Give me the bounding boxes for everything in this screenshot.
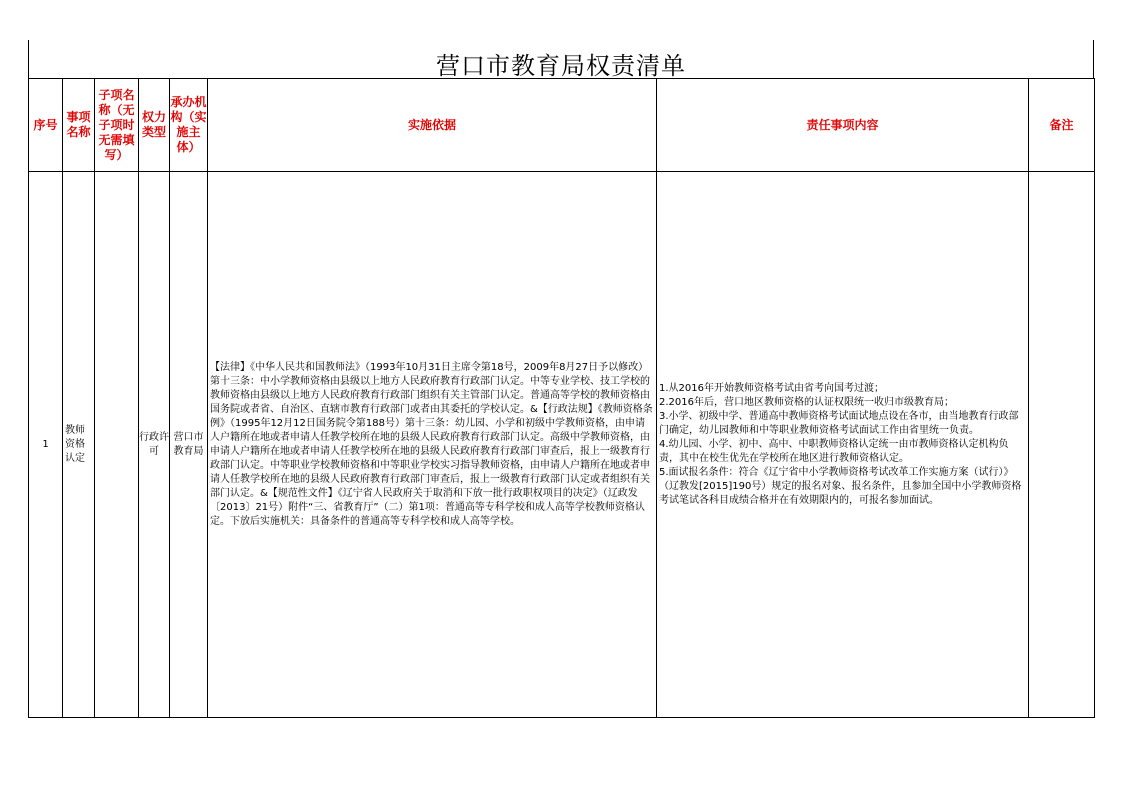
header-item-name: 事项名称 <box>63 79 95 172</box>
header-responsibility: 责任事项内容 <box>657 79 1029 172</box>
header-agency: 承办机构（实施主体） <box>170 79 208 172</box>
responsibility-item: 3.小学、初级中学、普通高中教师资格考试面试地点设在各市，由当地教育行政部门确定，幼儿园教师和中等职业教师资格考试面试工作由省里统一负责。 <box>659 410 1019 436</box>
cell-seq: 1 <box>29 172 63 718</box>
header-basis: 实施依据 <box>208 79 657 172</box>
responsibility-item: 2.2016年后，营口地区教师资格的认证权限统一收归市级教育局； <box>659 396 954 408</box>
header-seq: 序号 <box>29 79 63 172</box>
cell-sub-item <box>95 172 139 718</box>
responsibility-item: 4.幼儿园、小学、初中、高中、中职教师资格认定统一由市教师资格认定机构负责，其中在校生优先在学校所在地区进行教师资格认定。 <box>659 438 1009 464</box>
header-sub-item: 子项名称（无子项时无需填写） <box>95 79 139 172</box>
title-row <box>28 40 1094 78</box>
table-row <box>29 172 1095 718</box>
table-header-row <box>29 79 1095 172</box>
header-power-type: 权力类型 <box>139 79 170 172</box>
responsibility-list-sheet <box>28 40 1094 718</box>
page-title: 营口市教育局权责清单 <box>436 52 686 80</box>
cell-basis: 【法律】《中华人民共和国教师法》（1993年10月31日主席令第18号，2009年8月27日予以修改）第十三条：中小学教师资格由县级以上地方人民政府教育行政部门认定。中等专业学校、技工学校的教师资格由县级以上地方人民政府教育行政部门组织有关主管部门认定。普通高等学校的教师资格由国务院或者省、自治区、直辖市教育行政部门或者由其委托的学校认定。&【行政法规】《教师资格条例》（1995年12月12日国务院令第188号）第十三条：幼儿园、小学和初级中学教师资格，由申请人户籍所在地或者申请人任教学校所在地的县级人民政府教育行政部门认定。高级中学教师资格，由申请人户籍所在地或者申请人任教学校所在地的县级人民政府教育行政部门审查后，报上一级教育行政部门认定。中等职业学校教师资格和中等职业学校实习指导教师资格，由申请人户籍所在地或者申请人任教学校所在地的县级人民政府教育行政部门审查后，报上一级教育行政部门认定或者组织有关部门认定。&【规范性文件】《辽宁省人民政府关于取消和下放一批行政职权项目的决定》（辽政发〔2013〕21号）附件“三、省教育厅”（二）第1项：普通高等专科学校和成人高等学校教师资格认定。下放后实施机关：具备条件的普通高等专科学校和成人高等学校。 <box>208 172 657 718</box>
responsibility-table <box>28 78 1095 718</box>
responsibility-item: 5.面试报名条件：符合《辽宁省中小学教师资格考试改革工作实施方案（试行）》（辽教发[2015]190号）规定的报名对象、报名条件，且参加全国中小学教师资格考试笔试各科目成绩合格并在有效期限内的，可报名参加面试。 <box>659 466 1022 506</box>
cell-responsibility <box>657 172 1029 718</box>
header-remarks: 备注 <box>1029 79 1095 172</box>
cell-remarks <box>1029 172 1095 718</box>
cell-power-type: 行政许可 <box>139 172 170 718</box>
cell-item-name: 教师资格认定 <box>63 172 95 718</box>
cell-agency: 营口市教育局 <box>170 172 208 718</box>
responsibility-item: 1.从2016年开始教师资格考试由省考向国考过渡； <box>659 382 884 394</box>
